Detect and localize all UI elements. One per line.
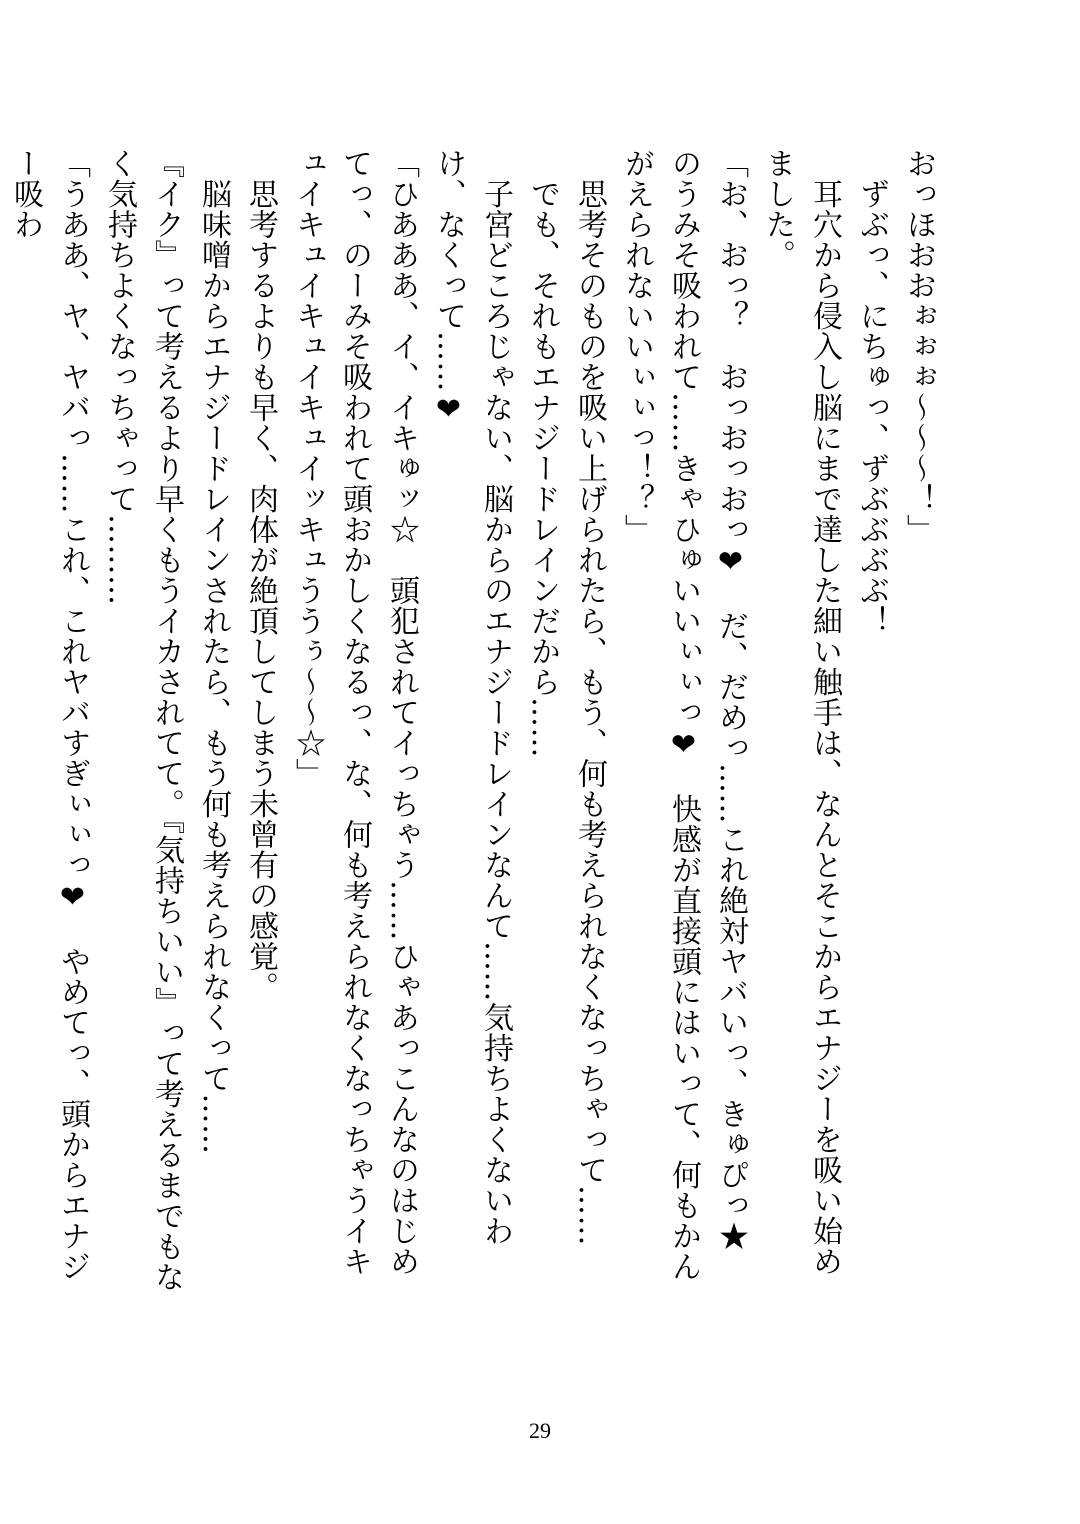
text-line: 「お、おっ？ おっおっおっ❤ だ、だめっ……これ絶対ヤバいっ、きゅぴっ★ のうみそ吸われて……きゃひゅいいぃぃっ❤ 快感が直接頭にはいって、何もかんがえられないいぃぃっ！？」 bbox=[619, 148, 748, 1282]
text-line: おっほおおぉぉぉ〜〜〜！」 bbox=[901, 148, 936, 545]
page-number: 29 bbox=[529, 1418, 551, 1443]
text-line: ずぶっ、にちゅっ、ずぶぶぶぶ！ bbox=[854, 148, 889, 636]
text-line: 耳穴から侵入し脳にまで達した細い触手は、なんとそこからエナジーを吸い始めました。 bbox=[760, 148, 842, 1277]
text-line: 「ひあああ、イ、イキゅッ☆ 頭犯されてイっちゃう……ひゃあっこんなのはじめてっ、のーみそ吸われて頭おかしくなるっ、な、何も考えられなくなっちゃうイキュイキュイキュイキュイッキュううぅ〜〜☆」 bbox=[290, 148, 419, 1277]
text-line: 思考そのものを吸い上げられたら、もう、何も考えられなくなっちゃって…… bbox=[572, 148, 607, 1246]
text-line: 『イク』って考えるより早くもうイカされてて。『気持ちいい』って考えるまでもなく気持ちよくなっちゃって……… bbox=[102, 148, 184, 1292]
text-line: 「うああ、ヤ、ヤバっ……これ、これヤバすぎぃぃっ❤ やめてっ、頭からエナジー吸わ bbox=[8, 148, 90, 1282]
text-line: 思考するよりも早く、肉体が絶頂してしまう未曾有の感覚。 bbox=[243, 148, 278, 1002]
text-line: でも、それもエナジードレインだから…… bbox=[525, 148, 560, 758]
vertical-text-body bbox=[8, 148, 942, 1303]
text-line: 脳味噌からエナジードレインされたら、もう何も考えられなくって…… bbox=[196, 148, 231, 1155]
text-line: 子宮どころじゃない、脳からのエナジードレインなんて……気持ちよくないわけ、なくって……❤ bbox=[431, 148, 513, 1246]
